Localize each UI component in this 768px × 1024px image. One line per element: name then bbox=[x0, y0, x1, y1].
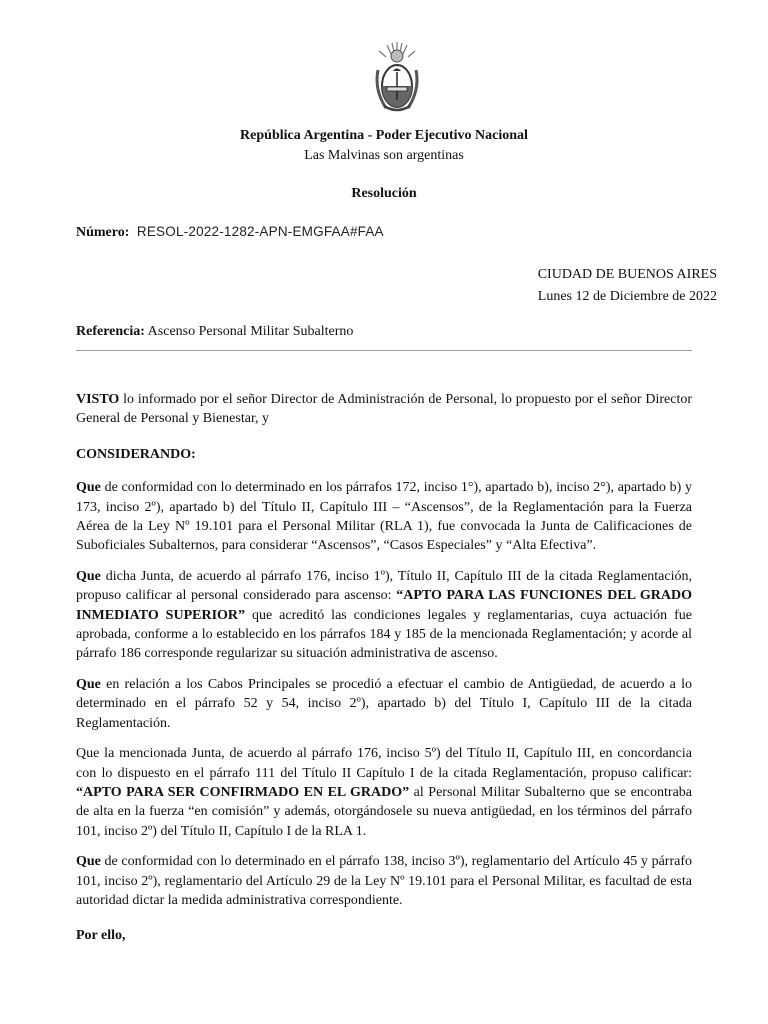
considerando-heading: CONSIDERANDO: bbox=[76, 446, 196, 462]
document-body bbox=[76, 390, 692, 957]
reference-line bbox=[76, 324, 353, 340]
paragraph-4-text-b: al Personal Militar Subalterno que se encontraba de alta en la fuerza “en comisión” y además, otorgándosele su nueva antigüedad, en los términos del párrafo 101, inciso 2º) del Título II, Capítulo I de la RLA 1. bbox=[76, 784, 692, 839]
reference-value: Ascenso Personal Militar Subalterno bbox=[147, 324, 354, 339]
divider bbox=[76, 350, 692, 351]
paragraph-4 bbox=[76, 744, 692, 841]
visto-paragraph bbox=[76, 390, 692, 429]
reference-label: Referencia: bbox=[76, 324, 145, 339]
place-date-block bbox=[538, 264, 717, 308]
paragraph-5 bbox=[76, 852, 692, 910]
visto-keyword: VISTO bbox=[76, 392, 120, 407]
paragraph-1 bbox=[76, 478, 692, 556]
header-title: República Argentina - Poder Ejecutivo Nacional bbox=[240, 128, 528, 143]
que-keyword: Que bbox=[76, 568, 101, 584]
document-number bbox=[76, 224, 384, 241]
que-keyword: Que bbox=[76, 676, 101, 692]
paragraph-2-text-a: dicha Junta, de acuerdo al párrafo 176, inciso 1º), Título II, Capítulo III de la citada Reglamentación, propuso calificar al personal considerado para ascenso: bbox=[76, 568, 692, 604]
paragraph-3 bbox=[76, 675, 692, 733]
paragraph-4-emphasis: “APTO PARA SER CONFIRMADO EN EL GRADO” bbox=[76, 784, 410, 800]
por-ello: Por ello, bbox=[76, 928, 126, 944]
number-value: RESOL-2022-1282-APN-EMGFAA#FAA bbox=[136, 224, 384, 239]
header-motto: Las Malvinas son argentinas bbox=[304, 148, 464, 163]
paragraph-2 bbox=[76, 567, 692, 664]
city-name: CIUDAD DE BUENOS AIRES bbox=[537, 267, 717, 282]
national-coat-of-arms-icon bbox=[372, 40, 422, 118]
document-date: Lunes 12 de Diciembre de 2022 bbox=[537, 289, 717, 304]
paragraph-2-emphasis: “APTO PARA LAS FUNCIONES DEL GRADO INMEDIATO SUPERIOR” bbox=[76, 588, 692, 623]
paragraph-5-text: de conformidad con lo determinado en el párrafo 138, inciso 3º), reglamentario del Artículo 45 y párrafo 101, inciso 2º), reglamentario del Artículo 29 de la Ley Nº 19.101 para el Personal Militar, es facultad de esta autoridad dictar la medida administrativa correspondiente. bbox=[76, 854, 692, 908]
document-type: Resolución bbox=[351, 186, 417, 201]
number-label: Número: bbox=[76, 225, 130, 240]
paragraph-3-text: en relación a los Cabos Principales se procedió a efectuar el cambio de Antigüedad, de acuerdo a lo determinado en el párrafo 52 y 54, inciso 2º), apartado b) del Título I, Capítulo III de la citada Reglamentación. bbox=[76, 676, 692, 731]
que-keyword: Que bbox=[76, 480, 101, 496]
que-keyword: Que bbox=[76, 854, 101, 870]
paragraph-2-text-b: que acreditó las condiciones legales y reglamentarias, cuya actuación fue aprobada, conforme a lo establecido en los párrafos 184 y 185 de la mencionada Reglamentación; y acorde al párrafo 186 corresponde regularizar su situación administrativa de ascenso. bbox=[76, 607, 692, 662]
visto-text: lo informado por el señor Director de Administración de Personal, lo propuesto por el señor Director General de Personal y Bienestar, y bbox=[76, 392, 692, 427]
paragraph-4-text-a: Que la mencionada Junta, de acuerdo al párrafo 176, inciso 5º) del Título II, Capítulo III, en concordancia con lo dispuesto en el párrafo 111 del Título II Capítulo I de la citada Reglamentación, propuso calificar: bbox=[76, 746, 692, 781]
paragraph-1-text: de conformidad con lo determinado en los párrafos 172, inciso 1°), apartado b), inciso 2°), apartado b) y 173, inciso 2º), apartado b) del Título II, Capítulo III – “Ascensos”, de la Reglamentación para la Fuerza Aérea de la Ley Nº 19.101 para el Personal Militar (RLA 1), fue convocada la Junta de Calificaciones de Suboficiales Subalternos, para considerar “Ascensos”, “Casos Especiales” y “Alta Efectiva”. bbox=[76, 480, 692, 554]
